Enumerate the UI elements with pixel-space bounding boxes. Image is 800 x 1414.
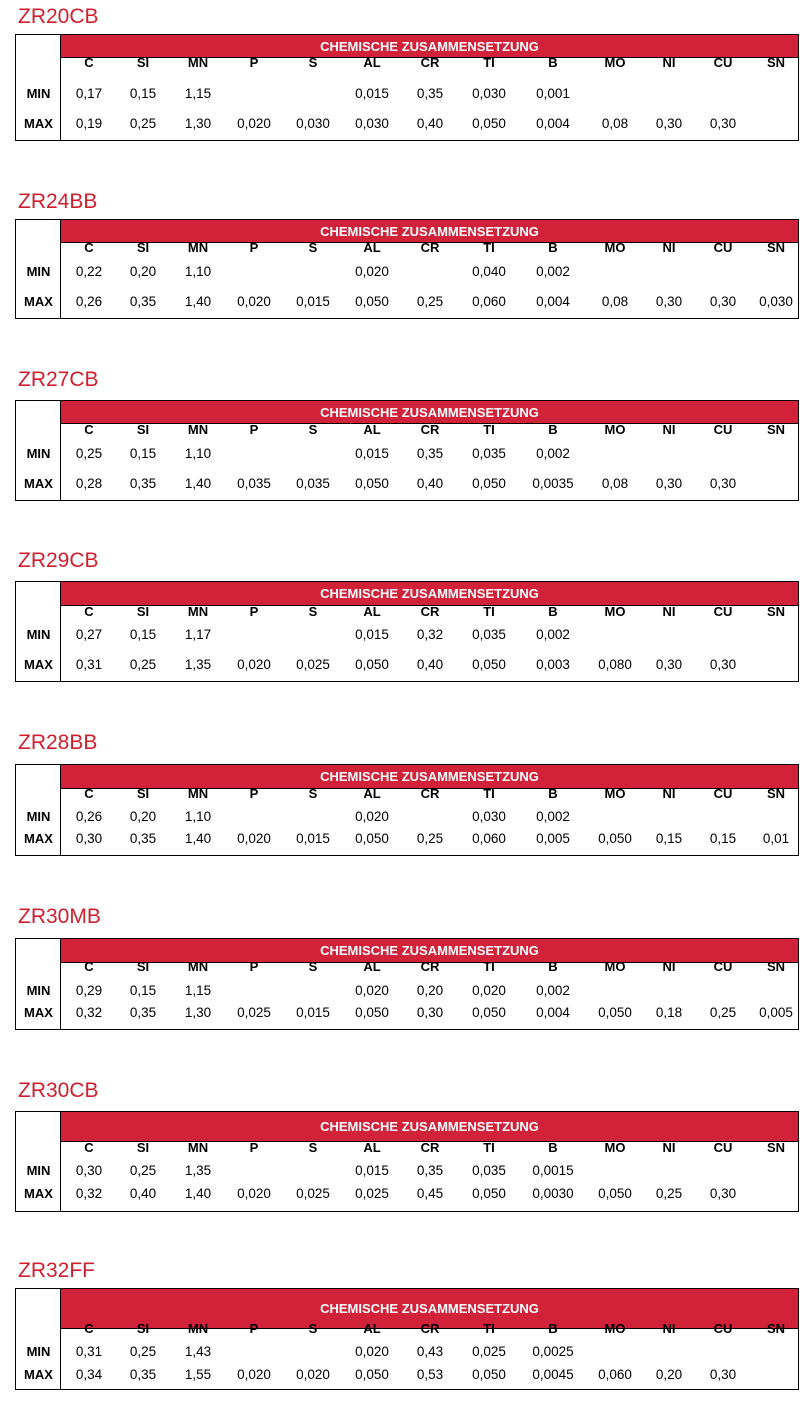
min-value-cr: 0,32 <box>416 627 444 642</box>
column-header-s: S <box>308 1140 318 1155</box>
column-header-si: SI <box>136 55 150 70</box>
column-header-ni: NI <box>662 422 676 437</box>
min-value-b: 0,002 <box>536 446 570 461</box>
column-header-sn: SN <box>766 1140 786 1155</box>
min-value-b: 0,002 <box>536 627 570 642</box>
max-value-c: 0,32 <box>75 1005 103 1020</box>
max-value-al: 0,050 <box>355 1367 389 1382</box>
max-row-label: MAX <box>24 116 53 131</box>
composition-header-band: CHEMISCHE ZUSAMMENSETZUNG <box>61 1112 798 1142</box>
column-header-ni: NI <box>662 604 676 619</box>
max-row-label: MAX <box>24 1005 53 1020</box>
column-header-ti: TI <box>483 959 495 974</box>
min-value-c: 0,26 <box>75 809 103 824</box>
column-header-p: P <box>249 240 259 255</box>
alloy-title: ZR32FF <box>18 1259 96 1282</box>
min-value-si: 0,25 <box>129 1163 157 1178</box>
max-value-cr: 0,30 <box>416 1005 444 1020</box>
max-value-p: 0,025 <box>237 1005 271 1020</box>
column-header-mn: MN <box>187 604 209 619</box>
max-value-s: 0,025 <box>296 1186 330 1201</box>
column-header-mo: MO <box>604 604 626 619</box>
column-header-p: P <box>249 604 259 619</box>
max-value-si: 0,25 <box>129 116 157 131</box>
max-value-cr: 0,25 <box>416 294 444 309</box>
min-value-b: 0,002 <box>536 264 570 279</box>
max-value-sn: 0,005 <box>759 1005 793 1020</box>
max-value-ti: 0,050 <box>472 657 506 672</box>
min-row-label: MIN <box>26 983 51 998</box>
column-header-ti: TI <box>483 55 495 70</box>
max-value-al: 0,050 <box>355 294 389 309</box>
composition-table <box>15 219 799 319</box>
composition-table <box>15 764 799 856</box>
column-header-s: S <box>308 422 318 437</box>
max-value-c: 0,30 <box>75 831 103 846</box>
column-header-si: SI <box>136 959 150 974</box>
column-header-mn: MN <box>187 1140 209 1155</box>
column-header-p: P <box>249 959 259 974</box>
min-value-b: 0,001 <box>536 86 570 101</box>
max-value-si: 0,35 <box>129 1367 157 1382</box>
column-header-cr: CR <box>420 240 440 255</box>
min-value-ti: 0,025 <box>472 1344 506 1359</box>
min-value-c: 0,29 <box>75 983 103 998</box>
column-header-cr: CR <box>420 786 440 801</box>
min-row-label: MIN <box>26 86 51 101</box>
column-header-p: P <box>249 786 259 801</box>
column-header-cu: CU <box>713 240 733 255</box>
max-value-cu: 0,30 <box>709 1367 737 1382</box>
max-value-b: 0,004 <box>536 116 570 131</box>
column-header-cu: CU <box>713 55 733 70</box>
column-header-b: B <box>548 1321 558 1336</box>
max-value-ni: 0,15 <box>655 831 683 846</box>
max-value-mo: 0,050 <box>598 1005 632 1020</box>
min-value-mn: 1,10 <box>184 809 212 824</box>
composition-header-band: CHEMISCHE ZUSAMMENSETZUNG <box>61 401 798 424</box>
column-header-b: B <box>548 55 558 70</box>
max-value-s: 0,015 <box>296 294 330 309</box>
min-value-al: 0,015 <box>355 86 389 101</box>
composition-table <box>15 581 799 682</box>
min-value-al: 0,015 <box>355 627 389 642</box>
column-header-ti: TI <box>483 1321 495 1336</box>
column-header-b: B <box>548 959 558 974</box>
column-header-b: B <box>548 240 558 255</box>
min-value-si: 0,25 <box>129 1344 157 1359</box>
max-value-b: 0,004 <box>536 1005 570 1020</box>
column-header-cr: CR <box>420 1140 440 1155</box>
column-header-c: C <box>84 1321 94 1336</box>
column-header-ni: NI <box>662 959 676 974</box>
column-header-cr: CR <box>420 1321 440 1336</box>
column-header-mn: MN <box>187 240 209 255</box>
max-value-ni: 0,18 <box>655 1005 683 1020</box>
max-value-p: 0,020 <box>237 294 271 309</box>
max-value-al: 0,030 <box>355 116 389 131</box>
column-header-cu: CU <box>713 1321 733 1336</box>
column-header-cu: CU <box>713 604 733 619</box>
min-value-c: 0,30 <box>75 1163 103 1178</box>
min-value-c: 0,22 <box>75 264 103 279</box>
column-header-mo: MO <box>604 55 626 70</box>
max-value-ti: 0,050 <box>472 1367 506 1382</box>
column-header-sn: SN <box>766 959 786 974</box>
column-header-p: P <box>249 1321 259 1336</box>
column-header-al: AL <box>363 1140 381 1155</box>
column-header-al: AL <box>363 422 381 437</box>
column-header-cr: CR <box>420 959 440 974</box>
max-value-mn: 1,40 <box>184 1186 212 1201</box>
column-header-cu: CU <box>713 422 733 437</box>
max-value-cu: 0,30 <box>709 116 737 131</box>
min-value-si: 0,20 <box>129 264 157 279</box>
min-value-mn: 1,15 <box>184 86 212 101</box>
max-value-ni: 0,20 <box>655 1367 683 1382</box>
min-value-ti: 0,040 <box>472 264 506 279</box>
min-value-mn: 1,43 <box>184 1344 212 1359</box>
max-value-ti: 0,050 <box>472 1005 506 1020</box>
column-header-si: SI <box>136 1321 150 1336</box>
min-value-b: 0,0025 <box>532 1344 574 1359</box>
column-header-ti: TI <box>483 1140 495 1155</box>
min-value-al: 0,020 <box>355 983 389 998</box>
max-value-s: 0,020 <box>296 1367 330 1382</box>
composition-table <box>15 1111 799 1212</box>
column-header-mn: MN <box>187 422 209 437</box>
column-header-si: SI <box>136 1140 150 1155</box>
max-value-mo: 0,08 <box>601 116 629 131</box>
column-header-mo: MO <box>604 422 626 437</box>
column-header-sn: SN <box>766 786 786 801</box>
column-header-b: B <box>548 786 558 801</box>
column-header-c: C <box>84 240 94 255</box>
max-value-sn: 0,01 <box>762 831 790 846</box>
column-header-s: S <box>308 1321 318 1336</box>
column-header-si: SI <box>136 604 150 619</box>
column-header-sn: SN <box>766 240 786 255</box>
column-header-c: C <box>84 55 94 70</box>
column-header-cr: CR <box>420 604 440 619</box>
min-value-cr: 0,35 <box>416 1163 444 1178</box>
min-value-ti: 0,035 <box>472 446 506 461</box>
min-value-c: 0,27 <box>75 627 103 642</box>
column-header-p: P <box>249 55 259 70</box>
alloy-title: ZR24BB <box>18 190 98 213</box>
max-value-c: 0,31 <box>75 657 103 672</box>
max-value-mn: 1,35 <box>184 657 212 672</box>
max-value-b: 0,004 <box>536 294 570 309</box>
max-value-mo: 0,08 <box>601 294 629 309</box>
column-header-mo: MO <box>604 786 626 801</box>
alloy-title: ZR30CB <box>18 1079 99 1102</box>
max-value-al: 0,050 <box>355 476 389 491</box>
max-value-c: 0,34 <box>75 1367 103 1382</box>
max-value-mn: 1,55 <box>184 1367 212 1382</box>
min-value-mn: 1,10 <box>184 264 212 279</box>
column-header-ni: NI <box>662 240 676 255</box>
column-header-mo: MO <box>604 240 626 255</box>
min-value-al: 0,020 <box>355 809 389 824</box>
column-header-c: C <box>84 604 94 619</box>
min-row-label: MIN <box>26 1163 51 1178</box>
column-header-p: P <box>249 1140 259 1155</box>
column-header-c: C <box>84 422 94 437</box>
column-header-ti: TI <box>483 422 495 437</box>
column-header-s: S <box>308 604 318 619</box>
max-value-b: 0,0045 <box>532 1367 574 1382</box>
max-value-cr: 0,45 <box>416 1186 444 1201</box>
max-value-ni: 0,30 <box>655 116 683 131</box>
composition-header-band: CHEMISCHE ZUSAMMENSETZUNG <box>61 582 798 606</box>
max-value-c: 0,32 <box>75 1186 103 1201</box>
max-value-cr: 0,25 <box>416 831 444 846</box>
alloy-title: ZR30MB <box>18 905 101 928</box>
min-value-b: 0,002 <box>536 809 570 824</box>
max-value-al: 0,025 <box>355 1186 389 1201</box>
column-header-ti: TI <box>483 240 495 255</box>
column-header-ti: TI <box>483 604 495 619</box>
max-value-si: 0,35 <box>129 294 157 309</box>
max-row-label: MAX <box>24 657 53 672</box>
min-value-al: 0,015 <box>355 446 389 461</box>
column-header-si: SI <box>136 240 150 255</box>
max-value-b: 0,003 <box>536 657 570 672</box>
column-header-p: P <box>249 422 259 437</box>
max-value-p: 0,020 <box>237 116 271 131</box>
min-value-cr: 0,20 <box>416 983 444 998</box>
min-row-label: MIN <box>26 809 51 824</box>
max-value-mn: 1,40 <box>184 831 212 846</box>
composition-header-band: CHEMISCHE ZUSAMMENSETZUNG <box>61 35 798 58</box>
column-header-s: S <box>308 959 318 974</box>
max-value-p: 0,020 <box>237 657 271 672</box>
max-value-s: 0,030 <box>296 116 330 131</box>
max-value-ti: 0,050 <box>472 1186 506 1201</box>
composition-header-band: CHEMISCHE ZUSAMMENSETZUNG <box>61 220 798 243</box>
column-header-cr: CR <box>420 55 440 70</box>
max-value-al: 0,050 <box>355 831 389 846</box>
column-header-c: C <box>84 1140 94 1155</box>
max-value-mo: 0,050 <box>598 1186 632 1201</box>
max-value-si: 0,35 <box>129 831 157 846</box>
max-value-s: 0,015 <box>296 831 330 846</box>
max-value-ni: 0,30 <box>655 476 683 491</box>
composition-table <box>15 34 799 141</box>
column-header-mn: MN <box>187 1321 209 1336</box>
max-value-p: 0,020 <box>237 831 271 846</box>
min-value-cr: 0,35 <box>416 446 444 461</box>
min-value-al: 0,020 <box>355 1344 389 1359</box>
column-header-cu: CU <box>713 1140 733 1155</box>
min-value-si: 0,15 <box>129 446 157 461</box>
max-value-cr: 0,40 <box>416 476 444 491</box>
max-value-cu: 0,15 <box>709 831 737 846</box>
column-header-cr: CR <box>420 422 440 437</box>
min-value-b: 0,002 <box>536 983 570 998</box>
composition-header-band: CHEMISCHE ZUSAMMENSETZUNG <box>61 1289 798 1329</box>
column-header-sn: SN <box>766 1321 786 1336</box>
min-value-b: 0,0015 <box>532 1163 574 1178</box>
max-value-mo: 0,08 <box>601 476 629 491</box>
max-value-ti: 0,060 <box>472 831 506 846</box>
column-header-cu: CU <box>713 959 733 974</box>
max-value-c: 0,19 <box>75 116 103 131</box>
min-value-ti: 0,030 <box>472 86 506 101</box>
column-header-s: S <box>308 786 318 801</box>
min-value-mn: 1,10 <box>184 446 212 461</box>
max-value-cr: 0,53 <box>416 1367 444 1382</box>
min-row-label: MIN <box>26 1344 51 1359</box>
max-value-b: 0,005 <box>536 831 570 846</box>
min-value-si: 0,15 <box>129 627 157 642</box>
max-value-cu: 0,30 <box>709 657 737 672</box>
max-value-mo: 0,080 <box>598 657 632 672</box>
min-value-c: 0,25 <box>75 446 103 461</box>
column-header-mo: MO <box>604 959 626 974</box>
column-header-cu: CU <box>713 786 733 801</box>
max-value-si: 0,40 <box>129 1186 157 1201</box>
max-value-ni: 0,30 <box>655 294 683 309</box>
composition-table <box>15 938 799 1030</box>
column-header-sn: SN <box>766 55 786 70</box>
column-header-al: AL <box>363 240 381 255</box>
min-value-c: 0,17 <box>75 86 103 101</box>
alloy-title: ZR29CB <box>18 549 99 572</box>
min-value-c: 0,31 <box>75 1344 103 1359</box>
max-value-ti: 0,050 <box>472 116 506 131</box>
column-header-si: SI <box>136 422 150 437</box>
max-value-c: 0,26 <box>75 294 103 309</box>
max-value-s: 0,035 <box>296 476 330 491</box>
min-value-al: 0,020 <box>355 264 389 279</box>
column-header-c: C <box>84 959 94 974</box>
min-value-mn: 1,17 <box>184 627 212 642</box>
max-value-s: 0,015 <box>296 1005 330 1020</box>
min-row-label: MIN <box>26 264 51 279</box>
column-header-ni: NI <box>662 786 676 801</box>
max-value-cu: 0,30 <box>709 1186 737 1201</box>
min-value-ti: 0,035 <box>472 1163 506 1178</box>
alloy-title: ZR27CB <box>18 368 99 391</box>
column-header-al: AL <box>363 1321 381 1336</box>
max-value-si: 0,25 <box>129 657 157 672</box>
max-value-mn: 1,30 <box>184 1005 212 1020</box>
column-header-ti: TI <box>483 786 495 801</box>
max-value-mn: 1,30 <box>184 116 212 131</box>
column-header-mn: MN <box>187 786 209 801</box>
max-value-ti: 0,050 <box>472 476 506 491</box>
max-value-cr: 0,40 <box>416 116 444 131</box>
column-header-al: AL <box>363 959 381 974</box>
max-value-p: 0,020 <box>237 1186 271 1201</box>
max-value-b: 0,0035 <box>532 476 574 491</box>
column-header-mo: MO <box>604 1140 626 1155</box>
min-value-si: 0,15 <box>129 86 157 101</box>
min-value-si: 0,15 <box>129 983 157 998</box>
column-header-ni: NI <box>662 55 676 70</box>
column-header-mo: MO <box>604 1321 626 1336</box>
max-value-ni: 0,30 <box>655 657 683 672</box>
composition-table <box>15 1288 799 1390</box>
column-header-s: S <box>308 240 318 255</box>
column-header-mn: MN <box>187 55 209 70</box>
column-header-al: AL <box>363 55 381 70</box>
max-value-ni: 0,25 <box>655 1186 683 1201</box>
max-row-label: MAX <box>24 294 53 309</box>
max-row-label: MAX <box>24 476 53 491</box>
max-value-al: 0,050 <box>355 657 389 672</box>
min-row-label: MIN <box>26 627 51 642</box>
column-header-ni: NI <box>662 1321 676 1336</box>
max-value-mo: 0,050 <box>598 831 632 846</box>
min-value-ti: 0,030 <box>472 809 506 824</box>
column-header-b: B <box>548 422 558 437</box>
min-value-mn: 1,35 <box>184 1163 212 1178</box>
max-value-al: 0,050 <box>355 1005 389 1020</box>
max-value-ti: 0,060 <box>472 294 506 309</box>
column-header-b: B <box>548 1140 558 1155</box>
column-header-al: AL <box>363 604 381 619</box>
composition-table <box>15 400 799 501</box>
max-value-si: 0,35 <box>129 476 157 491</box>
max-value-b: 0,0030 <box>532 1186 574 1201</box>
max-value-cu: 0,30 <box>709 476 737 491</box>
max-value-cr: 0,40 <box>416 657 444 672</box>
alloy-title: ZR20CB <box>18 5 99 28</box>
min-value-ti: 0,035 <box>472 627 506 642</box>
max-row-label: MAX <box>24 1186 53 1201</box>
column-header-b: B <box>548 604 558 619</box>
composition-header-band: CHEMISCHE ZUSAMMENSETZUNG <box>61 765 798 789</box>
max-value-p: 0,020 <box>237 1367 271 1382</box>
max-value-mn: 1,40 <box>184 476 212 491</box>
min-value-si: 0,20 <box>129 809 157 824</box>
min-row-label: MIN <box>26 446 51 461</box>
max-value-cu: 0,25 <box>709 1005 737 1020</box>
max-value-mn: 1,40 <box>184 294 212 309</box>
min-value-ti: 0,020 <box>472 983 506 998</box>
min-value-al: 0,015 <box>355 1163 389 1178</box>
column-header-mn: MN <box>187 959 209 974</box>
column-header-c: C <box>84 786 94 801</box>
max-value-cu: 0,30 <box>709 294 737 309</box>
column-header-sn: SN <box>766 604 786 619</box>
max-value-si: 0,35 <box>129 1005 157 1020</box>
min-value-cr: 0,35 <box>416 86 444 101</box>
max-value-sn: 0,030 <box>759 294 793 309</box>
max-value-c: 0,28 <box>75 476 103 491</box>
column-header-s: S <box>308 55 318 70</box>
max-row-label: MAX <box>24 1367 53 1382</box>
min-value-cr: 0,43 <box>416 1344 444 1359</box>
max-value-s: 0,025 <box>296 657 330 672</box>
column-header-ni: NI <box>662 1140 676 1155</box>
min-value-mn: 1,15 <box>184 983 212 998</box>
column-header-si: SI <box>136 786 150 801</box>
composition-header-band: CHEMISCHE ZUSAMMENSETZUNG <box>61 939 798 963</box>
max-value-mo: 0,060 <box>598 1367 632 1382</box>
column-header-sn: SN <box>766 422 786 437</box>
alloy-title: ZR28BB <box>18 731 98 754</box>
max-row-label: MAX <box>24 831 53 846</box>
max-value-p: 0,035 <box>237 476 271 491</box>
column-header-al: AL <box>363 786 381 801</box>
